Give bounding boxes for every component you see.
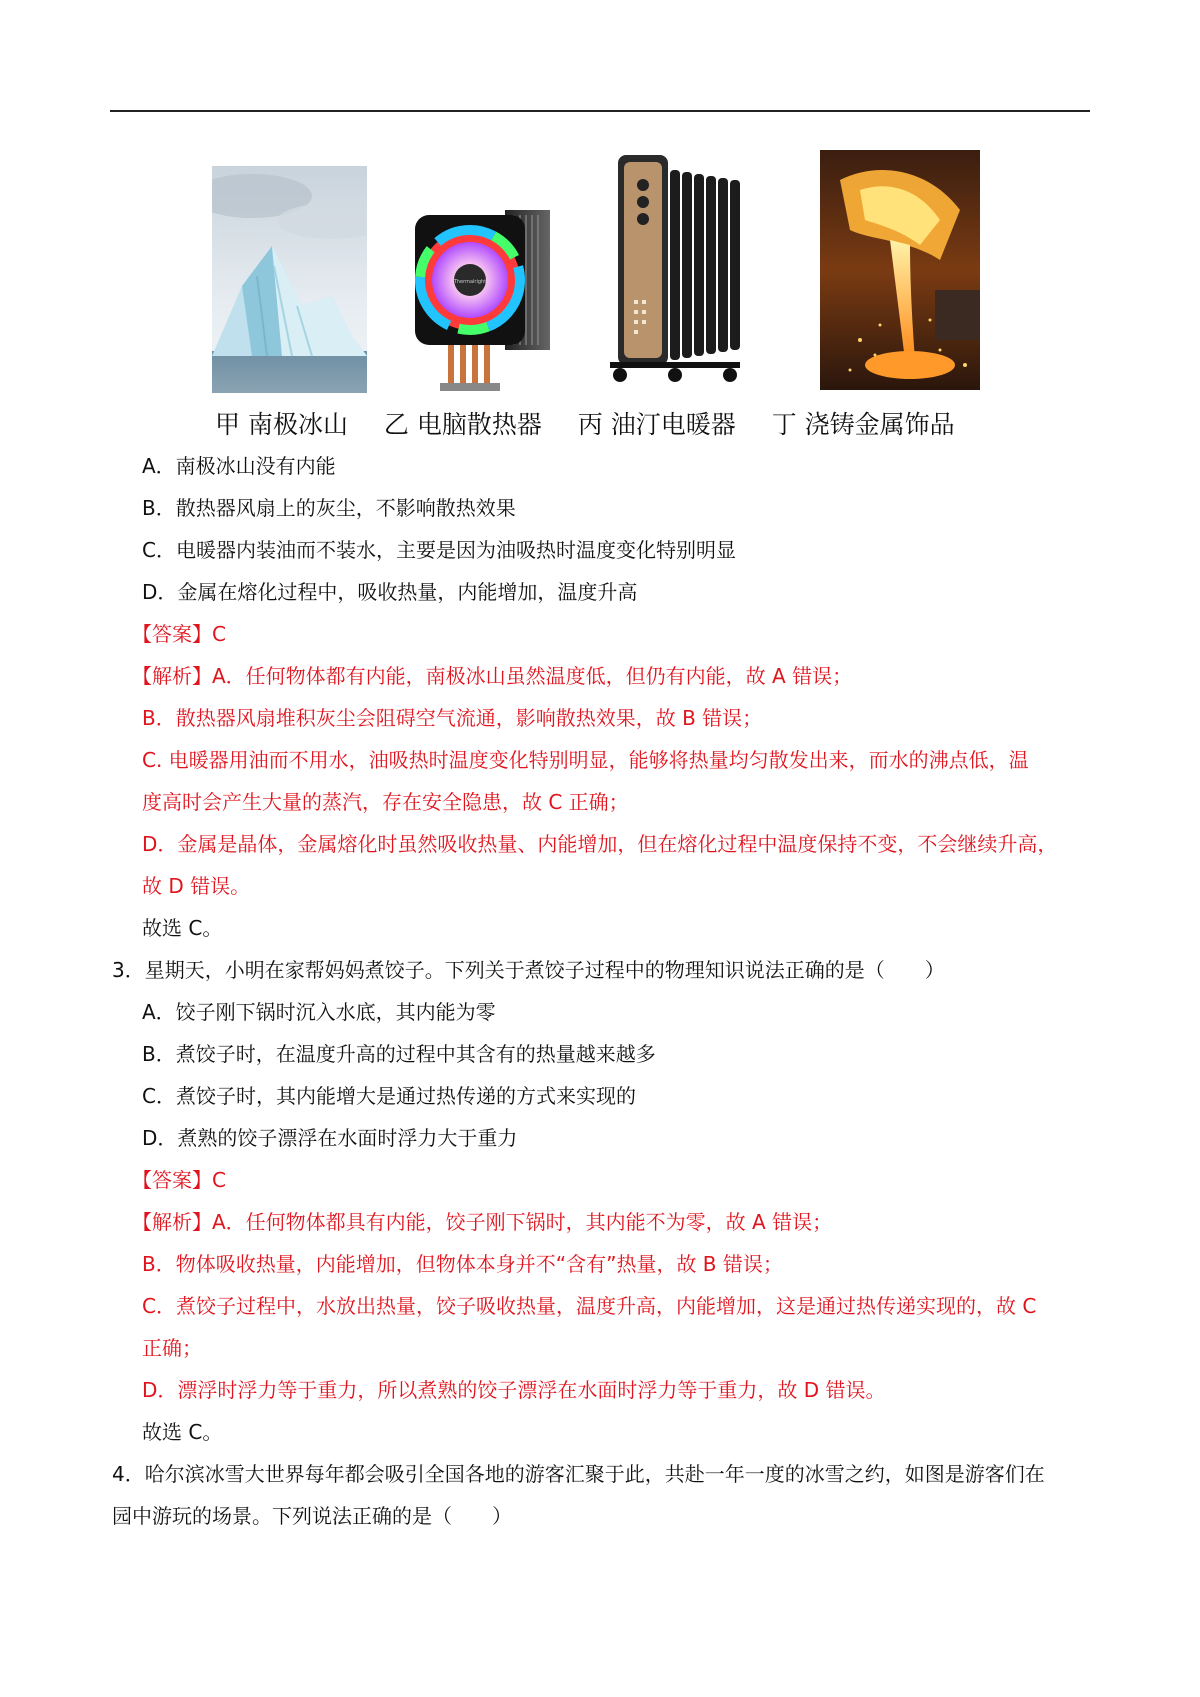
q2-option-a: A．南极冰山没有内能	[142, 454, 336, 478]
q3-analysis-a: 【解析】A．任何物体都具有内能，饺子刚下锅时，其内能不为零，故 A 错误；	[132, 1210, 833, 1234]
q2-analysis-d-line2: 故 D 错误。	[142, 874, 251, 898]
q2-analysis-c-line2: 度高时会产生大量的蒸汽，存在安全隐患，故 C 正确；	[142, 790, 629, 814]
q2-conclusion: 故选 C。	[142, 916, 223, 940]
q2-analysis-d-line1: D．金属是晶体，金属熔化时虽然吸收热量、内能增加，但在熔化过程中温度保持不变，不会继续升高，	[142, 832, 1058, 856]
cpu-cooler-image	[410, 205, 555, 395]
caption-ding: 丁 浇铸金属饰品	[771, 410, 955, 439]
q2-answer: 【答案】C	[132, 622, 226, 646]
q3-analysis-d: D．漂浮时浮力等于重力，所以煮熟的饺子漂浮在水面时浮力等于重力，故 D 错误。	[142, 1378, 886, 1402]
q2-analysis-c-line1: C. 电暖器用油而不用水，油吸热时温度变化特别明显，能够将热量均匀散发出来，而水的沸点低，温	[142, 748, 1029, 772]
q2-option-d: D．金属在熔化过程中，吸收热量，内能增加，温度升高	[142, 580, 638, 604]
q2-analysis-b: B．散热器风扇堆积灰尘会阻碍空气流通，影响散热效果，故 B 错误；	[142, 706, 763, 730]
caption-jia: 甲 南极冰山	[215, 410, 348, 439]
q3-stem: 3．星期天，小明在家帮妈妈煮饺子。下列关于煮饺子过程中的物理知识说法正确的是（ ）	[112, 958, 945, 982]
q3-option-b: B．煮饺子时，在温度升高的过程中其含有的热量越来越多	[142, 1042, 656, 1066]
q3-conclusion: 故选 C。	[142, 1420, 223, 1444]
figure-captions	[215, 405, 1015, 441]
q2-analysis-a: 【解析】A．任何物体都有内能，南极冰山虽然温度低，但仍有内能，故 A 错误；	[132, 664, 853, 688]
q4-stem-line2: 园中游玩的场景。下列说法正确的是（ ）	[112, 1504, 512, 1528]
cooler-brand-label: Thermalright	[453, 279, 487, 285]
figure-images	[0, 0, 1200, 400]
caption-yi: 乙 电脑散热器	[383, 410, 542, 439]
q3-analysis-b: B．物体吸收热量，内能增加，但物体本身并不“含有”热量，故 B 错误；	[142, 1252, 783, 1276]
oil-heater-image	[610, 150, 750, 385]
q3-analysis-c-line2: 正确；	[142, 1336, 202, 1360]
q2-option-b: B．散热器风扇上的灰尘，不影响散热效果	[142, 496, 516, 520]
q2-option-c: C．电暖器内装油而不装水，主要是因为油吸热时温度变化特别明显	[142, 538, 736, 562]
molten-metal-image	[820, 150, 980, 390]
q3-option-d: D．煮熟的饺子漂浮在水面时浮力大于重力	[142, 1126, 518, 1150]
q3-analysis-c-line1: C．煮饺子过程中，水放出热量，饺子吸收热量，温度升高，内能增加，这是通过热传递实现的，故 C	[142, 1294, 1037, 1318]
iceberg-image	[212, 166, 367, 393]
q4-stem-line1: 4．哈尔滨冰雪大世界每年都会吸引全国各地的游客汇聚于此，共赴一年一度的冰雪之约，如图是游客们在	[112, 1462, 1045, 1486]
q3-option-c: C．煮饺子时，其内能增大是通过热传递的方式来实现的	[142, 1084, 636, 1108]
q3-option-a: A．饺子刚下锅时沉入水底，其内能为零	[142, 1000, 496, 1024]
caption-bing: 丙 油汀电暖器	[577, 410, 736, 439]
q3-answer: 【答案】C	[132, 1168, 226, 1192]
